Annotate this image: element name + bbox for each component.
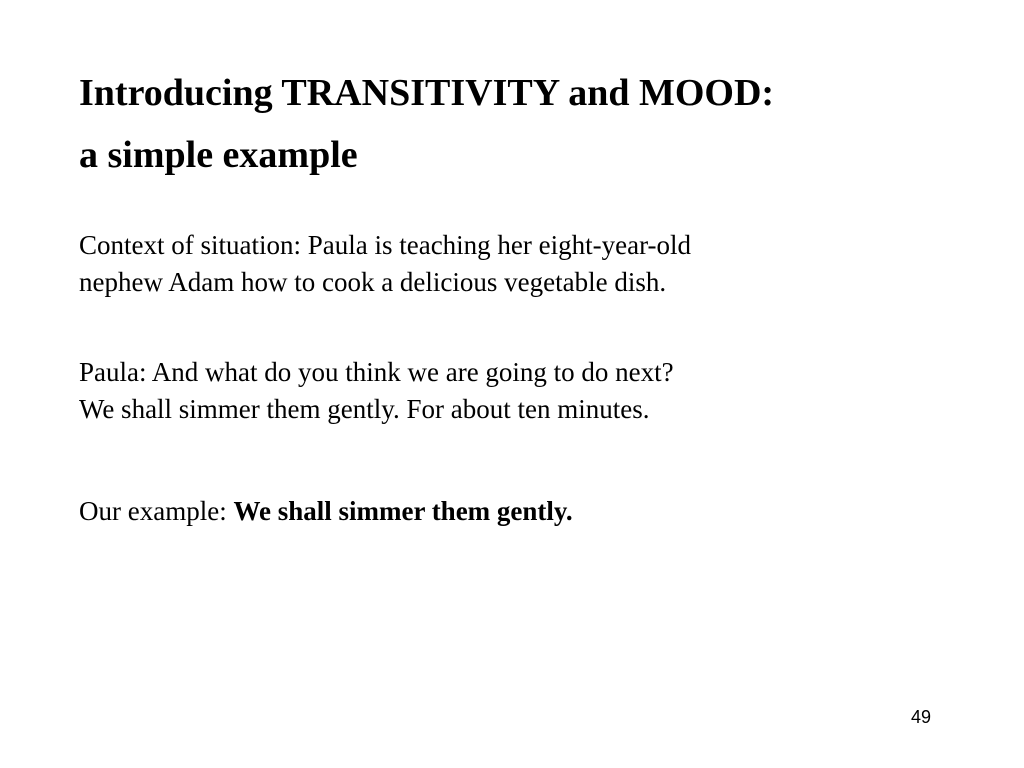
dialogue-line-2: We shall simmer them gently. For about ten minutes. <box>79 394 650 424</box>
title-line-2: a simple example <box>79 134 358 176</box>
dialogue-line-1: Paula: And what do you think we are going to do next? <box>79 357 674 387</box>
slide-title <box>79 62 774 186</box>
context-paragraph <box>79 227 691 301</box>
dialogue-paragraph <box>79 354 674 428</box>
title-line-1: Introducing TRANSITIVITY and MOOD: <box>79 72 775 114</box>
page-number: 49 <box>911 707 932 727</box>
example-paragraph <box>79 493 573 530</box>
example-sentence: We shall simmer them gently. <box>233 496 573 526</box>
context-line-2: nephew Adam how to cook a delicious vegetable dish. <box>79 267 667 297</box>
example-label: Our example: <box>79 496 234 526</box>
context-line-1: Context of situation: Paula is teaching her eight-year-old <box>79 230 692 260</box>
